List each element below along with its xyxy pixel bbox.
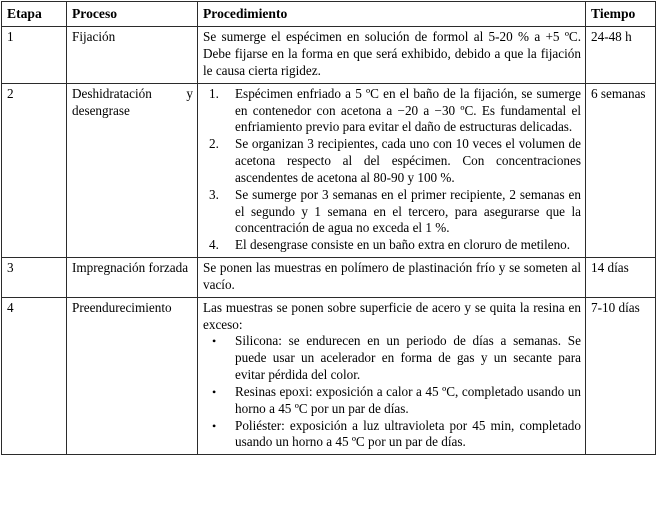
cell-tiempo: 6 semanas xyxy=(586,83,656,257)
cell-proceso: Impregnación forzada xyxy=(67,258,198,298)
list-item-text: Resinas epoxi: exposición a calor a 45 ºC, completado usando un horno a 45 ºC por un par de días. xyxy=(235,383,581,416)
cell-tiempo: 24-48 h xyxy=(586,27,656,83)
cell-proceso: Fijación xyxy=(67,27,198,83)
procedure-paragraph: Se ponen las muestras en polímero de plastinación frío y se someten al vacío. xyxy=(203,260,581,292)
cell-procedimiento xyxy=(198,258,586,298)
list-item-text: Se organizan 3 recipientes, cada uno con 10 veces el volumen de acetona respecto al del espécimen. Con concentraciones ascendentes de acetona al 80-90 y 100 %. xyxy=(235,136,581,185)
bullet-icon: • xyxy=(212,334,217,349)
list-item xyxy=(203,418,581,452)
list-marker: 2. xyxy=(209,136,219,152)
list-item xyxy=(203,333,581,383)
table-row xyxy=(2,258,656,298)
list-item-text: Poliéster: exposición a luz ultravioleta por 45 min, completado usando un horno a 45 ºC por un par de días. xyxy=(235,417,581,450)
procedure-paragraph: Se sumerge el espécimen en solución de formol al 5-20 % a +5 ºC. Debe fijarse en la forma en que será exhibido, debido a que la fijación le causa cierta rigidez. xyxy=(203,29,581,78)
column-header-etapa: Etapa xyxy=(2,2,67,27)
procedure-intro: Las muestras se ponen sobre superficie de acero y se quita la resina en exceso: xyxy=(203,299,581,332)
column-header-proceso: Proceso xyxy=(67,2,198,27)
table-header-row xyxy=(2,2,656,27)
cell-tiempo: 14 días xyxy=(586,258,656,298)
list-item xyxy=(203,237,581,254)
table-row xyxy=(2,297,656,454)
column-header-tiempo: Tiempo xyxy=(586,2,656,27)
table-row xyxy=(2,83,656,257)
cell-etapa: 2 xyxy=(2,83,67,257)
list-item xyxy=(203,384,581,418)
cell-procedimiento xyxy=(198,27,586,83)
bullet-icon: • xyxy=(212,418,217,433)
procedure-bulleted-list xyxy=(203,333,581,451)
bullet-icon: • xyxy=(212,384,217,399)
list-item-text: Silicona: se endurecen en un periodo de días a semanas. Se puede usar un acelerador en forma de gas y un secante para evitar pérdida del color. xyxy=(235,333,581,383)
procedure-numbered-list xyxy=(203,86,581,254)
table-row xyxy=(2,27,656,83)
cell-proceso: Preendurecimiento xyxy=(67,297,198,454)
cell-etapa: 4 xyxy=(2,297,67,454)
list-marker: 3. xyxy=(209,186,219,202)
cell-etapa: 3 xyxy=(2,258,67,298)
cell-proceso: Deshidratación y desengrase xyxy=(67,83,198,257)
list-item-text: El desengrase consiste en un baño extra en cloruro de metileno. xyxy=(235,237,571,253)
list-item xyxy=(203,136,581,186)
plastination-stages-table xyxy=(1,1,656,455)
column-header-procedimiento: Procedimiento xyxy=(198,2,586,27)
list-item xyxy=(203,86,581,136)
list-item-text: Se sumerge por 3 semanas en el primer recipiente, 2 semanas en el segundo y 1 semana en el tercero, para asegurarse que la concentración de agua no exceda el 1 %. xyxy=(235,186,581,236)
cell-procedimiento xyxy=(198,83,586,257)
cell-tiempo: 7-10 días xyxy=(586,297,656,454)
list-marker: 1. xyxy=(209,85,219,101)
list-marker: 4. xyxy=(209,237,219,253)
list-item xyxy=(203,187,581,237)
list-item-text: Espécimen enfriado a 5 ºC en el baño de la fijación, se sumerge en contenedor con acetona a −20 a −30 ºC. Es fundamental el enfriamiento previo para evitar el daño de estructuras delicadas. xyxy=(235,85,581,135)
cell-procedimiento xyxy=(198,297,586,454)
cell-etapa: 1 xyxy=(2,27,67,83)
